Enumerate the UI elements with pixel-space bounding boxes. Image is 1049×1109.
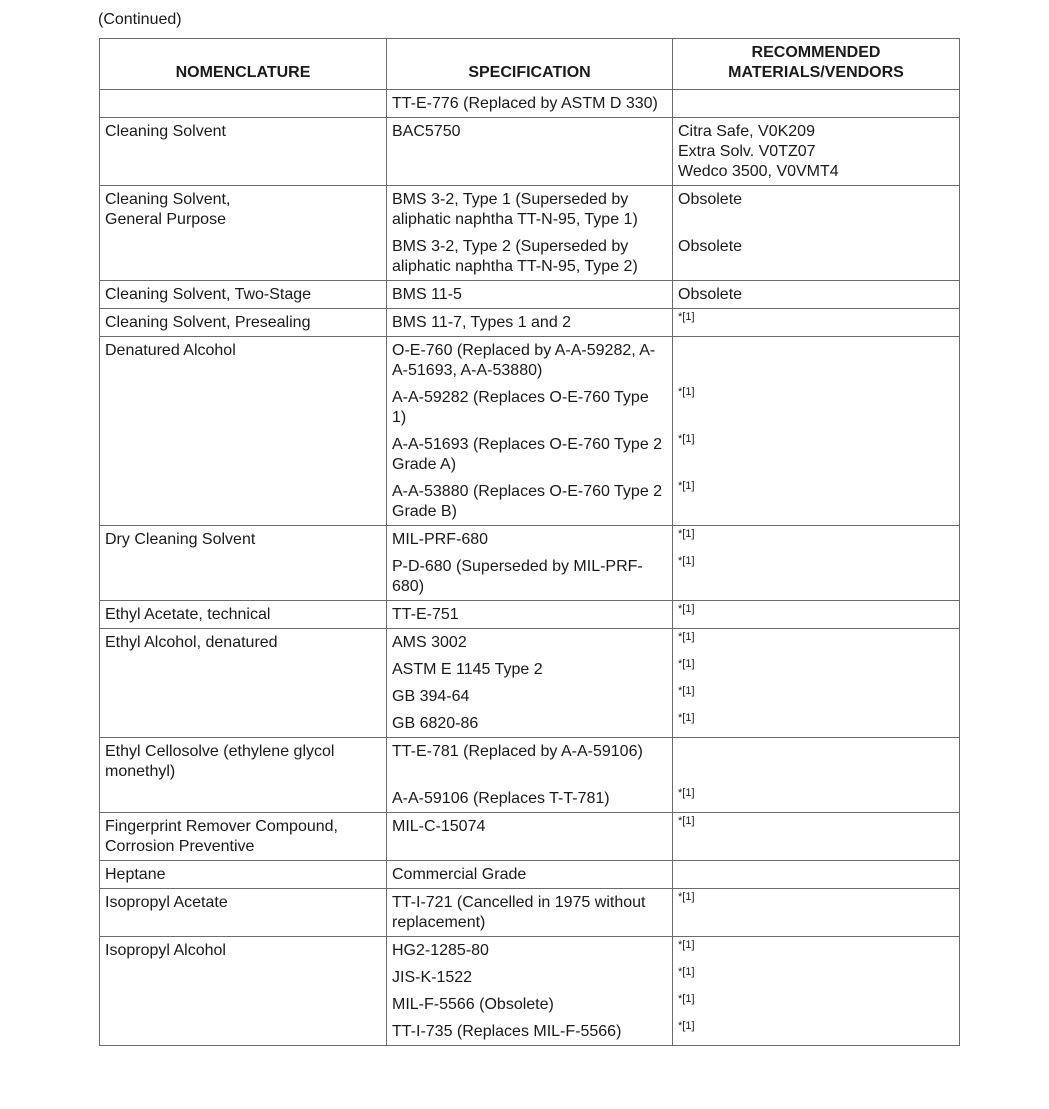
nomenclature-cell: Ethyl Acetate, technical bbox=[100, 601, 387, 629]
nomenclature-cell: Ethyl Alcohol, denatured bbox=[100, 629, 387, 657]
continued-label: (Continued) bbox=[98, 11, 182, 28]
vendor-cell bbox=[673, 337, 960, 385]
specification-cell: BMS 3-2, Type 1 (Superseded by aliphatic naphtha TT-N-95, Type 1) bbox=[387, 186, 673, 234]
nomenclature-line: General Purpose bbox=[105, 211, 226, 228]
table-row bbox=[100, 964, 960, 991]
vendor-cell: Obsolete bbox=[673, 281, 960, 309]
nomenclature-cell: Cleaning Solvent, Two-Stage bbox=[100, 281, 387, 309]
vendor-cell bbox=[673, 937, 960, 965]
specification-cell: Commercial Grade bbox=[387, 861, 673, 889]
reference-note: *[1] bbox=[678, 386, 695, 398]
header-specification: SPECIFICATION bbox=[387, 39, 673, 90]
vendor-cell bbox=[673, 861, 960, 889]
nomenclature-cell bbox=[100, 431, 387, 478]
specification-cell: ASTM E 1145 Type 2 bbox=[387, 656, 673, 683]
table-row bbox=[100, 683, 960, 710]
table-row bbox=[100, 889, 960, 937]
specification-cell: TT-I-735 (Replaces MIL-F-5566) bbox=[387, 1018, 673, 1046]
nomenclature-cell bbox=[100, 683, 387, 710]
table-header-row bbox=[100, 39, 960, 90]
specification-cell: MIL-PRF-680 bbox=[387, 526, 673, 554]
vendor-cell bbox=[673, 813, 960, 861]
table-row bbox=[100, 629, 960, 657]
specification-cell: BMS 3-2, Type 2 (Superseded by aliphatic naphtha TT-N-95, Type 2) bbox=[387, 233, 673, 281]
materials-table bbox=[99, 38, 960, 1046]
reference-note: *[1] bbox=[678, 311, 695, 323]
table-row bbox=[100, 186, 960, 234]
vendor-cell bbox=[673, 309, 960, 337]
specification-cell: A-A-53880 (Replaces O-E-760 Type 2 Grade B) bbox=[387, 478, 673, 526]
specification-cell: GB 6820-86 bbox=[387, 710, 673, 738]
table-row bbox=[100, 118, 960, 186]
vendor-cell bbox=[673, 889, 960, 937]
specification-cell: BMS 11-5 bbox=[387, 281, 673, 309]
reference-note: *[1] bbox=[678, 993, 695, 1005]
vendor-cell bbox=[673, 629, 960, 657]
header-vendors-line1: RECOMMENDED bbox=[751, 44, 881, 61]
nomenclature-cell bbox=[100, 785, 387, 813]
reference-note: *[1] bbox=[678, 966, 695, 978]
specification-cell: A-A-59282 (Replaces O-E-760 Type 1) bbox=[387, 384, 673, 431]
vendor-cell bbox=[673, 526, 960, 554]
specification-cell: JIS-K-1522 bbox=[387, 964, 673, 991]
vendor-cell: Obsolete bbox=[673, 233, 960, 281]
specification-cell: GB 394-64 bbox=[387, 683, 673, 710]
table-row bbox=[100, 233, 960, 281]
table-row bbox=[100, 738, 960, 786]
table-row bbox=[100, 656, 960, 683]
nomenclature-cell bbox=[100, 384, 387, 431]
specification-cell: TT-I-721 (Cancelled in 1975 without replacement) bbox=[387, 889, 673, 937]
specification-cell: O-E-760 (Replaced by A-A-59282, A-A-51693, A-A-53880) bbox=[387, 337, 673, 385]
table-row bbox=[100, 1018, 960, 1046]
nomenclature-cell: Denatured Alcohol bbox=[100, 337, 387, 385]
vendor-line: Citra Safe, V0K209 bbox=[678, 123, 815, 140]
specification-cell: P-D-680 (Superseded by MIL-PRF-680) bbox=[387, 553, 673, 601]
table-row bbox=[100, 813, 960, 861]
reference-note: *[1] bbox=[678, 603, 695, 615]
table-row bbox=[100, 431, 960, 478]
vendor-cell bbox=[673, 991, 960, 1018]
specification-cell: MIL-C-15074 bbox=[387, 813, 673, 861]
table-row bbox=[100, 785, 960, 813]
table-row bbox=[100, 384, 960, 431]
vendor-cell bbox=[673, 785, 960, 813]
nomenclature-cell: Isopropyl Alcohol bbox=[100, 937, 387, 965]
reference-note: *[1] bbox=[678, 555, 695, 567]
table-row bbox=[100, 281, 960, 309]
vendor-cell: Obsolete bbox=[673, 186, 960, 234]
nomenclature-line: Cleaning Solvent, bbox=[105, 191, 231, 208]
table-row bbox=[100, 309, 960, 337]
reference-note: *[1] bbox=[678, 480, 695, 492]
table-row bbox=[100, 478, 960, 526]
nomenclature-cell bbox=[100, 478, 387, 526]
table-row bbox=[100, 991, 960, 1018]
specification-cell: AMS 3002 bbox=[387, 629, 673, 657]
nomenclature-cell: Ethyl Cellosolve (ethylene glycol monethyl) bbox=[100, 738, 387, 786]
table-row bbox=[100, 861, 960, 889]
nomenclature-cell bbox=[100, 991, 387, 1018]
vendor-cell bbox=[673, 478, 960, 526]
vendor-cell bbox=[673, 1018, 960, 1046]
nomenclature-cell bbox=[100, 233, 387, 281]
vendor-cell bbox=[673, 683, 960, 710]
nomenclature-cell bbox=[100, 710, 387, 738]
specification-cell: A-A-51693 (Replaces O-E-760 Type 2 Grade A) bbox=[387, 431, 673, 478]
nomenclature-cell: Heptane bbox=[100, 861, 387, 889]
reference-note: *[1] bbox=[678, 685, 695, 697]
header-vendors bbox=[673, 39, 960, 90]
vendor-cell bbox=[673, 601, 960, 629]
nomenclature-cell bbox=[100, 813, 387, 861]
reference-note: *[1] bbox=[678, 631, 695, 643]
vendor-line: Wedco 3500, V0VMT4 bbox=[678, 163, 839, 180]
vendor-cell bbox=[673, 384, 960, 431]
table-row bbox=[100, 710, 960, 738]
nomenclature-line: Corrosion Preventive bbox=[105, 838, 255, 855]
vendor-cell bbox=[673, 90, 960, 118]
reference-note: *[1] bbox=[678, 658, 695, 670]
reference-note: *[1] bbox=[678, 712, 695, 724]
nomenclature-cell: Isopropyl Acetate bbox=[100, 889, 387, 937]
specification-cell: TT-E-776 (Replaced by ASTM D 330) bbox=[387, 90, 673, 118]
nomenclature-cell bbox=[100, 1018, 387, 1046]
vendor-cell bbox=[673, 710, 960, 738]
table-row bbox=[100, 337, 960, 385]
nomenclature-line: Fingerprint Remover Compound, bbox=[105, 818, 338, 835]
table-row bbox=[100, 601, 960, 629]
nomenclature-cell bbox=[100, 90, 387, 118]
vendor-cell bbox=[673, 431, 960, 478]
reference-note: *[1] bbox=[678, 891, 695, 903]
reference-note: *[1] bbox=[678, 787, 695, 799]
nomenclature-cell bbox=[100, 553, 387, 601]
vendor-cell bbox=[673, 964, 960, 991]
vendor-cell bbox=[673, 118, 960, 186]
vendor-cell bbox=[673, 738, 960, 786]
table-row bbox=[100, 526, 960, 554]
specification-cell: MIL-F-5566 (Obsolete) bbox=[387, 991, 673, 1018]
nomenclature-cell: Cleaning Solvent, Presealing bbox=[100, 309, 387, 337]
reference-note: *[1] bbox=[678, 939, 695, 951]
header-vendors-line2: MATERIALS/VENDORS bbox=[728, 64, 904, 81]
reference-note: *[1] bbox=[678, 528, 695, 540]
nomenclature-cell bbox=[100, 186, 387, 234]
nomenclature-cell bbox=[100, 656, 387, 683]
nomenclature-cell: Dry Cleaning Solvent bbox=[100, 526, 387, 554]
specification-cell: TT-E-781 (Replaced by A-A-59106) bbox=[387, 738, 673, 786]
vendor-cell bbox=[673, 656, 960, 683]
reference-note: *[1] bbox=[678, 433, 695, 445]
table-row bbox=[100, 937, 960, 965]
nomenclature-cell: Cleaning Solvent bbox=[100, 118, 387, 186]
header-nomenclature: NOMENCLATURE bbox=[100, 39, 387, 90]
specification-cell: TT-E-751 bbox=[387, 601, 673, 629]
nomenclature-cell bbox=[100, 964, 387, 991]
vendor-cell bbox=[673, 553, 960, 601]
reference-note: *[1] bbox=[678, 815, 695, 827]
specification-cell: BMS 11-7, Types 1 and 2 bbox=[387, 309, 673, 337]
table-row bbox=[100, 90, 960, 118]
specification-cell: BAC5750 bbox=[387, 118, 673, 186]
table-row bbox=[100, 553, 960, 601]
specification-cell: HG2-1285-80 bbox=[387, 937, 673, 965]
vendor-line: Extra Solv. V0TZ07 bbox=[678, 143, 816, 160]
specification-cell: A-A-59106 (Replaces T-T-781) bbox=[387, 785, 673, 813]
reference-note: *[1] bbox=[678, 1020, 695, 1032]
